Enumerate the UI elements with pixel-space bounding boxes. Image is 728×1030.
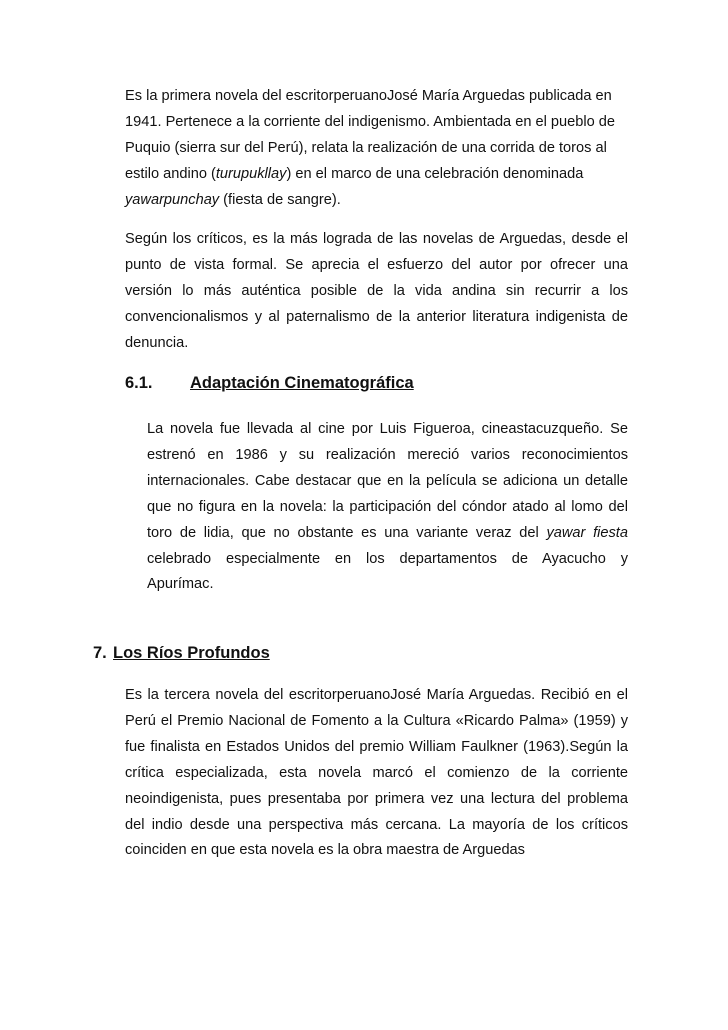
text-line: coinciden en que esta novela es la obra maestra de Arguedas <box>125 842 525 859</box>
section-title: Adaptación Cinematográfica <box>190 374 414 392</box>
rios-profundos-paragraph <box>125 683 628 864</box>
text-line: punto de vista formal. Se aprecia el esfuerzo del autor por ofrecer una <box>125 256 628 273</box>
section-number: 6.1. <box>125 374 153 392</box>
text-line: La novela fue llevada al cine por Luis Figueroa, cineastacuzqueño. Se <box>147 421 628 437</box>
italic-term: turupukllay <box>215 165 287 182</box>
text-line: Según los críticos, es la más lograda de las novelas de Arguedas, desde el <box>125 231 628 247</box>
section-number: 7. <box>93 644 107 662</box>
text-line: internacionales. Cabe destacar que en la película se adiciona un detalle <box>147 472 628 489</box>
text-line: Perú el Premio Nacional de Fomento a la Cultura «Ricardo Palma» (1959) y <box>125 712 628 729</box>
italic-term: yawar fiesta <box>546 524 628 541</box>
text-line: que no figura en la novela: la participación del cóndor atado al lomo del <box>147 498 628 515</box>
text-line: denuncia. <box>125 334 189 351</box>
text-line: estrenó en 1986 y su realización mereció varios reconocimientos <box>147 446 628 463</box>
text-line <box>147 521 628 547</box>
text-fragment: estilo andino ( <box>125 165 216 182</box>
text-fragment: toro de lidia, que no obstante es una variante veraz del <box>147 524 547 541</box>
text-line: Puquio (sierra sur del Perú), relata la realización de una corrida de toros al <box>125 139 607 156</box>
text-line: del indio desde una perspectiva más cercana. La mayoría de los críticos <box>125 816 628 833</box>
text-line: Es la tercera novela del escritorperuanoJosé María Arguedas. Recibió en el <box>125 687 628 703</box>
text-line: crítica especializada, esta novela marcó el comienzo de la corriente <box>125 764 628 781</box>
text-line: celebrado especialmente en los departamentos de Ayacucho y <box>147 550 628 567</box>
section-title: Los Ríos Profundos <box>113 644 270 662</box>
text-line: neoindigenista, pues presentaba por primera vez una lectura del problema <box>125 790 628 807</box>
text-line: fue finalista en Estados Unidos del premio William Faulkner (1963).Según la <box>125 738 628 755</box>
text-line: 1941. Pertenece a la corriente del indigenismo. Ambientada en el pueblo de <box>125 113 616 130</box>
film-adaptation-paragraph <box>147 417 628 598</box>
text-line: Es la primera novela del escritorperuanoJosé María Arguedas publicada en <box>125 88 612 104</box>
text-line: Apurímac. <box>147 576 214 593</box>
text-line <box>125 162 645 188</box>
text-line <box>125 188 645 214</box>
text-fragment: ) en el marco de una celebración denominada <box>286 165 584 182</box>
text-line: convencionalismos y al paternalismo de la anterior literatura indigenista de <box>125 308 628 325</box>
italic-term: yawarpunchay <box>125 191 220 208</box>
text-fragment: (fiesta de sangre). <box>219 191 341 208</box>
intro-paragraph <box>125 84 645 214</box>
text-line: versión lo más auténtica posible de la vida andina sin recurrir a los <box>125 282 628 299</box>
critics-paragraph <box>125 227 628 357</box>
